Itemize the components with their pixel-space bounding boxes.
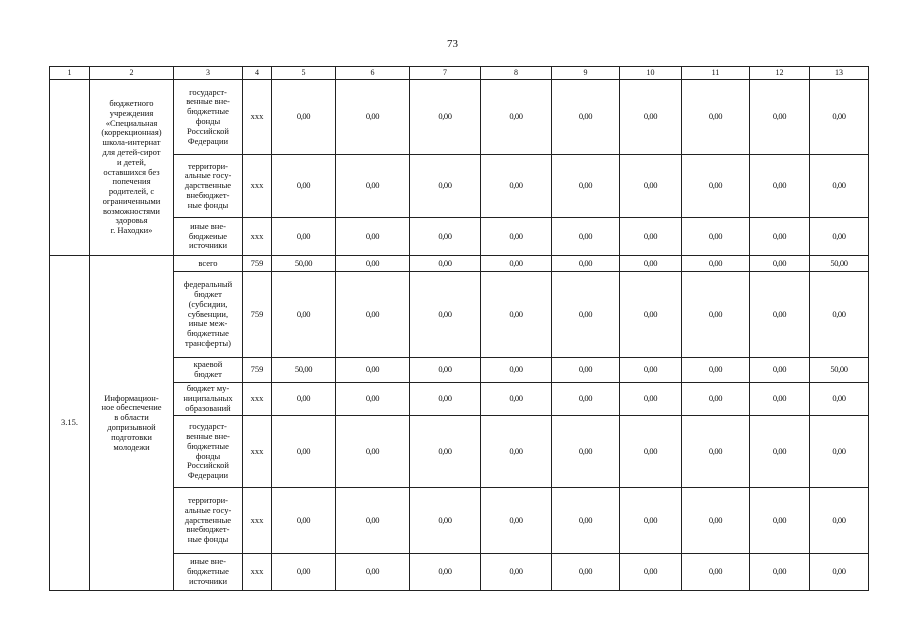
amount-cell: 0,00	[336, 383, 410, 416]
amount-cell: 0,00	[481, 488, 552, 554]
amount-cell: 0,00	[336, 488, 410, 554]
column-header-11: 11	[682, 67, 750, 80]
funding-source: иные вне- бюджеиые источники	[174, 218, 243, 256]
amount-cell: 0,00	[810, 80, 869, 155]
amount-cell: 0,00	[552, 272, 620, 358]
amount-cell: 50,00	[272, 256, 336, 272]
amount-cell: 0,00	[682, 358, 750, 383]
amount-cell: 0,00	[272, 80, 336, 155]
amount-cell: 0,00	[750, 80, 810, 155]
amount-cell: 0,00	[682, 155, 750, 218]
amount-cell: 0,00	[552, 416, 620, 488]
column-header-2: 2	[90, 67, 174, 80]
amount-cell: 0,00	[750, 416, 810, 488]
amount-cell: 0,00	[682, 383, 750, 416]
amount-cell: 0,00	[750, 358, 810, 383]
amount-cell: 0,00	[682, 256, 750, 272]
amount-cell: 0,00	[272, 383, 336, 416]
amount-cell: 0,00	[481, 80, 552, 155]
column-header-7: 7	[410, 67, 481, 80]
amount-cell: 0,00	[272, 416, 336, 488]
column-header-3: 3	[174, 67, 243, 80]
amount-cell: 0,00	[620, 358, 682, 383]
amount-cell: 0,00	[810, 155, 869, 218]
amount-cell: 0,00	[336, 218, 410, 256]
amount-cell: 0,00	[336, 256, 410, 272]
budget-code: 759	[243, 272, 272, 358]
amount-cell: 0,00	[682, 554, 750, 591]
amount-cell: 0,00	[750, 488, 810, 554]
activity-name: Информацион- ное обеспечение в области допризывной подготовки молодежи	[90, 256, 174, 591]
amount-cell: 0,00	[336, 554, 410, 591]
amount-cell: 0,00	[410, 416, 481, 488]
budget-code: ххх	[243, 383, 272, 416]
amount-cell: 0,00	[750, 218, 810, 256]
funding-source: государст- венные вне- бюджетные фонды Российской Федерации	[174, 80, 243, 155]
amount-cell: 0,00	[620, 272, 682, 358]
amount-cell: 0,00	[410, 488, 481, 554]
amount-cell: 0,00	[810, 218, 869, 256]
budget-code: ххх	[243, 488, 272, 554]
amount-cell: 0,00	[552, 155, 620, 218]
column-header-5: 5	[272, 67, 336, 80]
amount-cell: 0,00	[410, 155, 481, 218]
amount-cell: 0,00	[620, 218, 682, 256]
funding-source: бюджет му- ниципальных образований	[174, 383, 243, 416]
amount-cell: 0,00	[810, 554, 869, 591]
column-header-9: 9	[552, 67, 620, 80]
budget-code: ххх	[243, 416, 272, 488]
amount-cell: 0,00	[552, 358, 620, 383]
amount-cell: 0,00	[620, 155, 682, 218]
budget-code: 759	[243, 256, 272, 272]
amount-cell: 0,00	[750, 554, 810, 591]
budget-code: ххх	[243, 218, 272, 256]
amount-cell: 0,00	[336, 358, 410, 383]
activity-name: бюджетного учреждения «Специальная (коррекционная) школа-интернат для детей-сирот и детей, оставшихся без попечения родителей, с ограниченными возможностями здоровья г. Находки»	[90, 80, 174, 256]
amount-cell: 0,00	[620, 383, 682, 416]
amount-cell: 0,00	[272, 218, 336, 256]
funding-source: краевой бюджет	[174, 358, 243, 383]
budget-code: ххх	[243, 80, 272, 155]
amount-cell: 0,00	[272, 488, 336, 554]
column-header-12: 12	[750, 67, 810, 80]
row-number: 3.15.	[50, 256, 90, 591]
column-header-10: 10	[620, 67, 682, 80]
column-header-8: 8	[481, 67, 552, 80]
amount-cell: 0,00	[750, 155, 810, 218]
amount-cell: 50,00	[810, 358, 869, 383]
column-header-1: 1	[50, 67, 90, 80]
table-row	[50, 80, 869, 155]
amount-cell: 0,00	[410, 383, 481, 416]
amount-cell: 0,00	[272, 272, 336, 358]
funding-source: федеральный бюджет (субсидии, субвенции, иные меж- бюджетные трансферты)	[174, 272, 243, 358]
amount-cell: 0,00	[410, 272, 481, 358]
funding-source: всего	[174, 256, 243, 272]
amount-cell: 0,00	[750, 256, 810, 272]
funding-source: территори- альные госу- дарственные внебюджет- ные фонды	[174, 155, 243, 218]
amount-cell: 0,00	[410, 358, 481, 383]
amount-cell: 0,00	[750, 272, 810, 358]
funding-source: территори- альные госу- дарственные внебюджет- ные фонды	[174, 488, 243, 554]
amount-cell: 0,00	[810, 488, 869, 554]
column-header-6: 6	[336, 67, 410, 80]
amount-cell: 0,00	[620, 554, 682, 591]
amount-cell: 0,00	[810, 416, 869, 488]
funding-source: иные вне- бюджетные источники	[174, 554, 243, 591]
amount-cell: 0,00	[552, 383, 620, 416]
amount-cell: 0,00	[272, 155, 336, 218]
amount-cell: 0,00	[410, 218, 481, 256]
amount-cell: 0,00	[682, 416, 750, 488]
row-number	[50, 80, 90, 256]
amount-cell: 0,00	[481, 554, 552, 591]
amount-cell: 0,00	[552, 554, 620, 591]
amount-cell: 0,00	[336, 80, 410, 155]
amount-cell: 0,00	[552, 218, 620, 256]
budget-code: ххх	[243, 554, 272, 591]
amount-cell: 0,00	[810, 383, 869, 416]
amount-cell: 0,00	[481, 256, 552, 272]
amount-cell: 0,00	[481, 416, 552, 488]
amount-cell: 0,00	[481, 383, 552, 416]
amount-cell: 50,00	[810, 256, 869, 272]
table-row	[50, 256, 869, 272]
amount-cell: 0,00	[336, 416, 410, 488]
amount-cell: 0,00	[272, 554, 336, 591]
amount-cell: 0,00	[481, 155, 552, 218]
budget-code: 759	[243, 358, 272, 383]
amount-cell: 0,00	[336, 155, 410, 218]
amount-cell: 0,00	[620, 256, 682, 272]
amount-cell: 0,00	[481, 272, 552, 358]
amount-cell: 0,00	[682, 272, 750, 358]
funding-source: государст- венные вне- бюджетные фонды Российской Федерации	[174, 416, 243, 488]
amount-cell: 0,00	[552, 256, 620, 272]
amount-cell: 0,00	[552, 488, 620, 554]
amount-cell: 0,00	[620, 488, 682, 554]
amount-cell: 0,00	[750, 383, 810, 416]
amount-cell: 0,00	[620, 80, 682, 155]
amount-cell: 0,00	[336, 272, 410, 358]
amount-cell: 0,00	[810, 272, 869, 358]
column-header-13: 13	[810, 67, 869, 80]
column-header-4: 4	[243, 67, 272, 80]
amount-cell: 0,00	[682, 488, 750, 554]
amount-cell: 0,00	[481, 358, 552, 383]
amount-cell: 0,00	[410, 554, 481, 591]
amount-cell: 0,00	[410, 80, 481, 155]
amount-cell: 0,00	[620, 416, 682, 488]
amount-cell: 0,00	[552, 80, 620, 155]
header-row	[50, 67, 869, 80]
amount-cell: 0,00	[410, 256, 481, 272]
budget-table	[49, 66, 869, 591]
page-number: 73	[447, 38, 458, 50]
amount-cell: 0,00	[481, 218, 552, 256]
budget-code: ххх	[243, 155, 272, 218]
amount-cell: 0,00	[682, 80, 750, 155]
amount-cell: 0,00	[682, 218, 750, 256]
amount-cell: 50,00	[272, 358, 336, 383]
